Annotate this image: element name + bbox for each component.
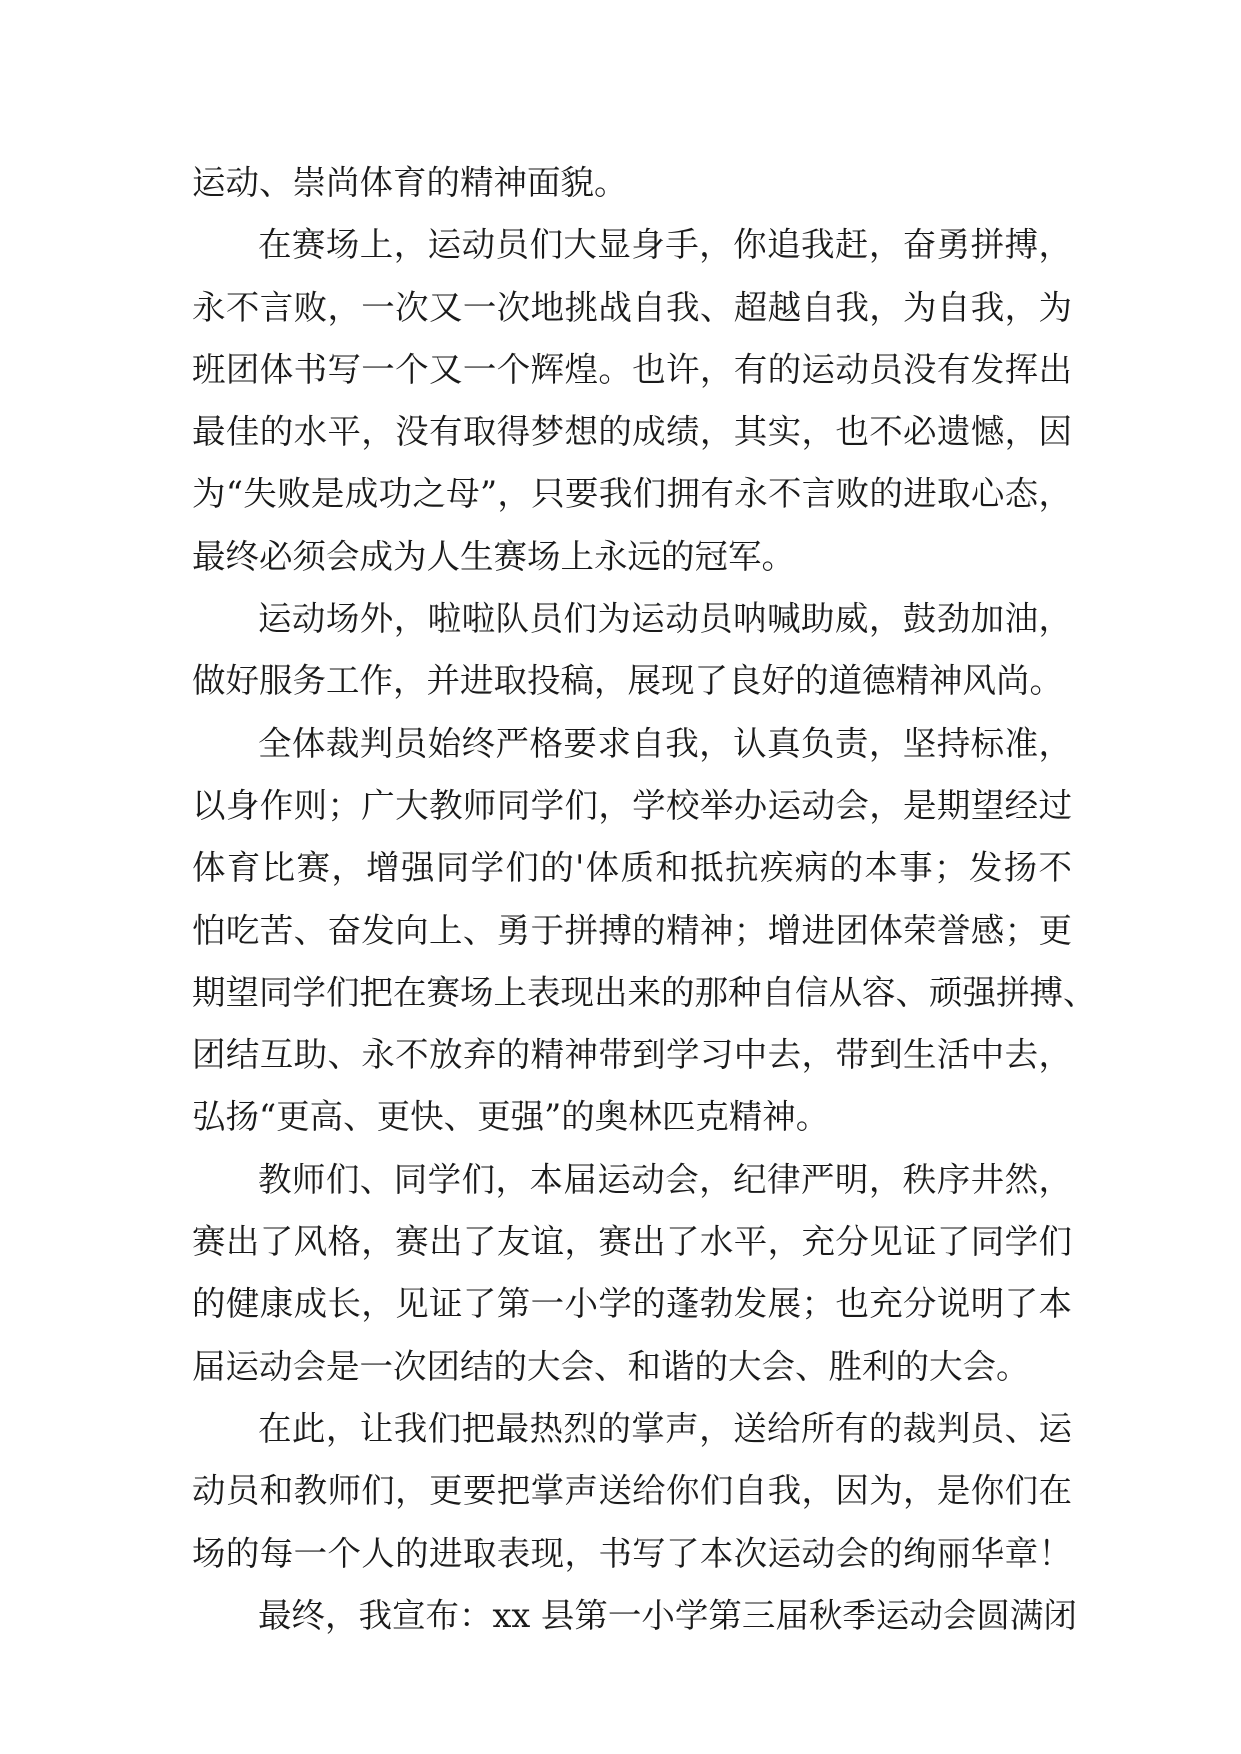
text-line: 体育比赛，增强同学们的'体质和抵抗疾病的本事；发扬不	[192, 848, 1072, 888]
text-line: 以身作则；广大教师同学们，学校举办运动会，是期望经过	[192, 785, 1072, 825]
text-line: 运动、崇尚体育的精神面貌。	[192, 163, 628, 202]
text-line: 教师们、同学们，本届运动会，纪律严明，秩序井然，	[258, 1159, 1072, 1199]
text-line: 期望同学们把在赛场上表现出来的那种自信从容、顽强拼搏、	[192, 972, 1097, 1012]
text-line: 永不言败，一次又一次地挑战自我、超越自我，为自我，为	[192, 287, 1072, 327]
text-line: 全体裁判员始终严格要求自我，认真负责，坚持标准，	[258, 723, 1072, 763]
text-line: 场的每一个人的进取表现，书写了本次运动会的绚丽华章！	[192, 1533, 1072, 1573]
text-line: 在此，让我们把最热烈的掌声，送给所有的裁判员、运	[258, 1408, 1072, 1448]
text-line: 最佳的水平，没有取得梦想的成绩，其实，也不必遗憾，因	[192, 412, 1072, 452]
document-body	[192, 152, 1097, 1647]
text-line: 动员和教师们，更要把掌声送给你们自我，因为，是你们在	[192, 1471, 1072, 1511]
text-line: 为“失败是成功之母”，只要我们拥有永不言败的进取心态，	[192, 474, 1072, 514]
text-line: 在赛场上，运动员们大显身手，你追我赶，奋勇拼搏，	[258, 225, 1072, 265]
text-line: 运动场外，啦啦队员们为运动员呐喊助威，鼓劲加油，	[258, 599, 1072, 639]
text-line: 的健康成长，见证了第一小学的蓬勃发展；也充分说明了本	[192, 1284, 1072, 1324]
text-line: 做好服务工作，并进取投稿，展现了良好的道德精神风尚。	[192, 661, 1063, 701]
text-line: 赛出了风格，赛出了友谊，赛出了水平，充分见证了同学们	[192, 1222, 1072, 1262]
text-line: 班团体书写一个又一个辉煌。也许，有的运动员没有发挥出	[192, 349, 1072, 389]
text-line: 团结互助、永不放弃的精神带到学习中去，带到生活中去，	[192, 1035, 1072, 1075]
text-line: 届运动会是一次团结的大会、和谐的大会、胜利的大会。	[192, 1346, 1030, 1386]
text-line: 怕吃苦、奋发向上、勇于拼搏的精神；增进团体荣誉感；更	[192, 910, 1072, 950]
text-line: 弘扬“更高、更快、更强”的奥林匹克精神。	[192, 1097, 830, 1137]
text-line: 最终，我宣布：xx 县第一小学第三届秋季运动会圆满闭	[258, 1595, 1077, 1635]
text-line: 最终必须会成为人生赛场上永远的冠军。	[192, 536, 795, 576]
